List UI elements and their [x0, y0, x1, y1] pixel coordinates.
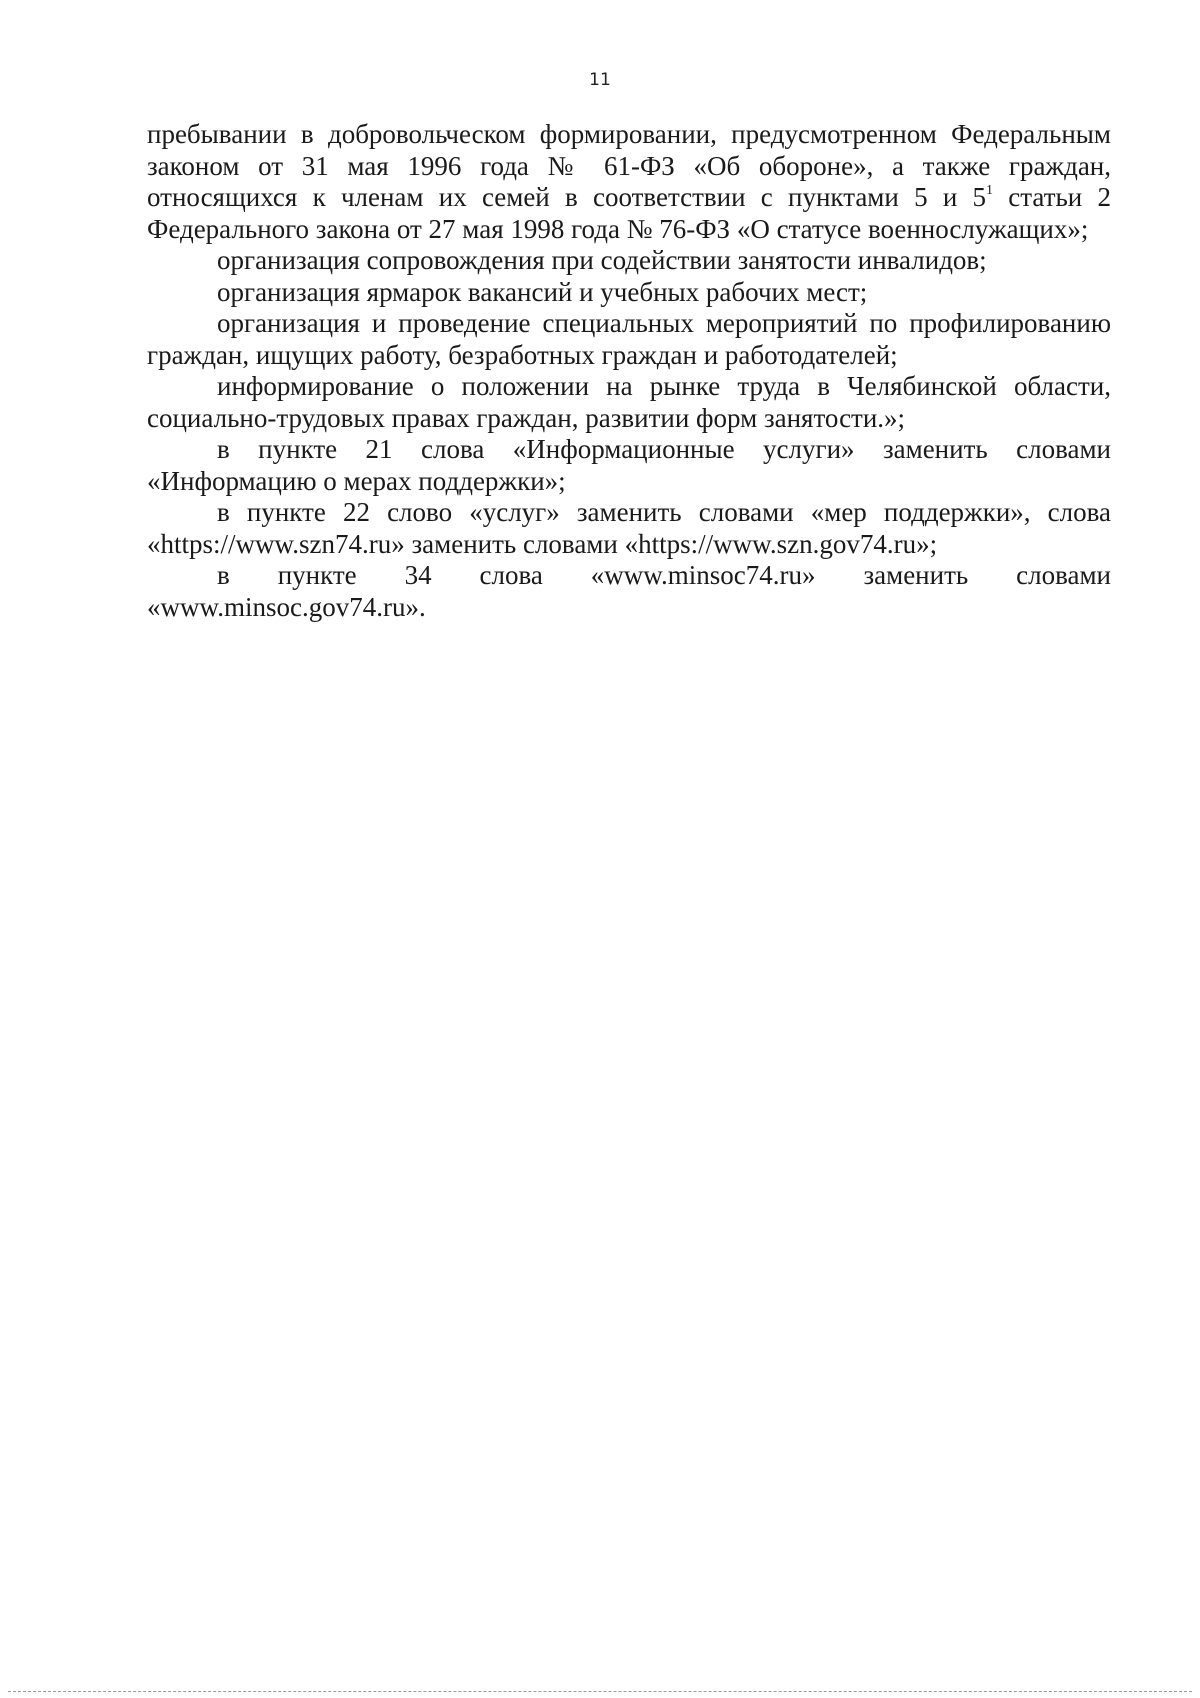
- paragraph-text: пребывании в добровольческом формировании, предусмотренном Федеральным законом от 31 мая 1996 года № 61-ФЗ «Об обороне», а также граждан, относящихся к членам их семей в соответствии с пунктами 5 и 5: [147, 119, 1111, 212]
- paragraph: в пункте 34 слова «www.minsoc74.ru» заменить словами «www.minsoc.gov74.ru».: [147, 560, 1111, 622]
- paragraph: в пункте 21 слова «Информационные услуги» заменить словами «Информацию о мерах поддержки»;: [147, 434, 1111, 496]
- paragraph: информирование о положении на рынке труда в Челябинской области, социально-трудовых правах граждан, развитии форм занятости.»;: [147, 371, 1111, 433]
- paragraph-continuation: [147, 119, 1111, 245]
- document-body: [147, 119, 1111, 623]
- paragraph-text-after: статьи 2 Федерального закона от 27 мая 1998 года № 76-ФЗ «О статусе военнослужащих»;: [147, 182, 1111, 244]
- paragraph: в пункте 22 слово «услуг» заменить словами «мер поддержки», слова «https://www.szn74.ru» заменить словами «https://www.szn.gov74.ru»;: [147, 497, 1111, 559]
- paragraph: организация ярмарок вакансий и учебных рабочих мест;: [217, 276, 868, 307]
- paragraph: организация и проведение специальных мероприятий по профилированию граждан, ищущих работу, безработных граждан и работодателей;: [147, 308, 1111, 370]
- paragraph: организация сопровождения при содействии занятости инвалидов;: [217, 245, 987, 275]
- scan-edge-line: [8, 1691, 1192, 1692]
- superscript-number: 1: [986, 183, 994, 198]
- page-number: 11: [589, 70, 611, 90]
